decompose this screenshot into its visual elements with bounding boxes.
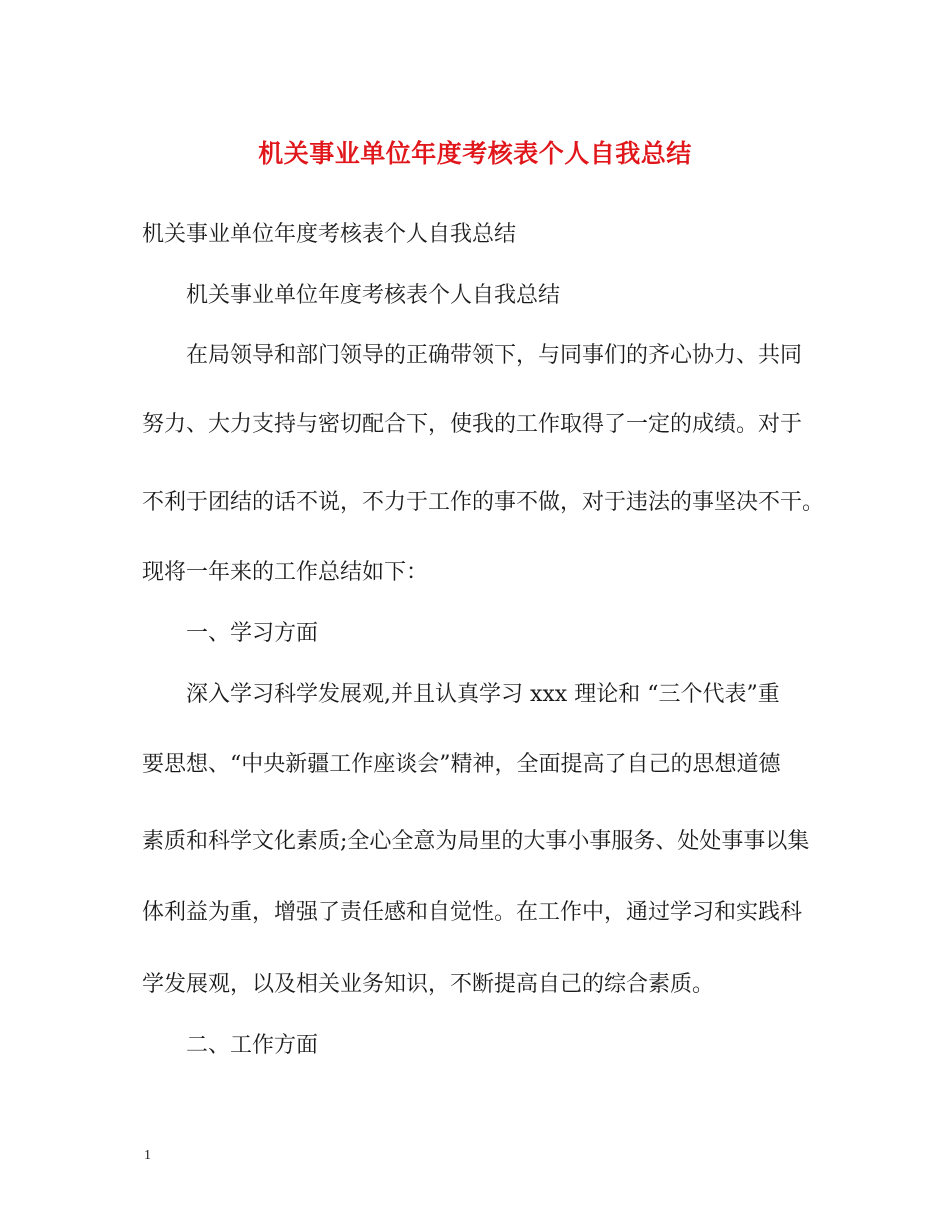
intro-line-2: 努力、大力支持与密切配合下，使我的工作取得了一定的成绩。对于 — [142, 412, 803, 437]
intro-line-3: 不利于团结的话不说，不力于工作的事不做，对于违法的事坚决不干。 — [142, 490, 825, 515]
document-title: 机关事业单位年度考核表个人自我总结 — [258, 139, 692, 168]
study-line-2: 要思想、“中央新疆工作座谈会”精神，全面提高了自己的思想道德 — [142, 752, 781, 777]
section-heading-study: 一、学习方面 — [186, 621, 319, 646]
intro-line-4: 现将一年来的工作总结如下： — [142, 560, 429, 585]
section-heading-work: 二、工作方面 — [186, 1033, 319, 1058]
study-line-1: 深入学习科学发展观,并且认真学习 xxx 理论和 “三个代表”重 — [186, 682, 780, 707]
study-line-5: 学发展观，以及相关业务知识，不断提高自己的综合素质。 — [142, 972, 715, 997]
subtitle-line: 机关事业单位年度考核表个人自我总结 — [142, 222, 517, 247]
study-line-3: 素质和科学文化素质;全心全意为局里的大事小事服务、处处事事以集 — [142, 829, 810, 854]
study-line-4: 体利益为重，增强了责任感和自觉性。在工作中，通过学习和实践科 — [142, 900, 803, 925]
repeated-title-line: 机关事业单位年度考核表个人自我总结 — [186, 283, 561, 308]
page-number: 1 — [144, 1148, 151, 1163]
intro-line-1: 在局领导和部门领导的正确带领下，与同事们的齐心协力、共同 — [186, 343, 803, 368]
